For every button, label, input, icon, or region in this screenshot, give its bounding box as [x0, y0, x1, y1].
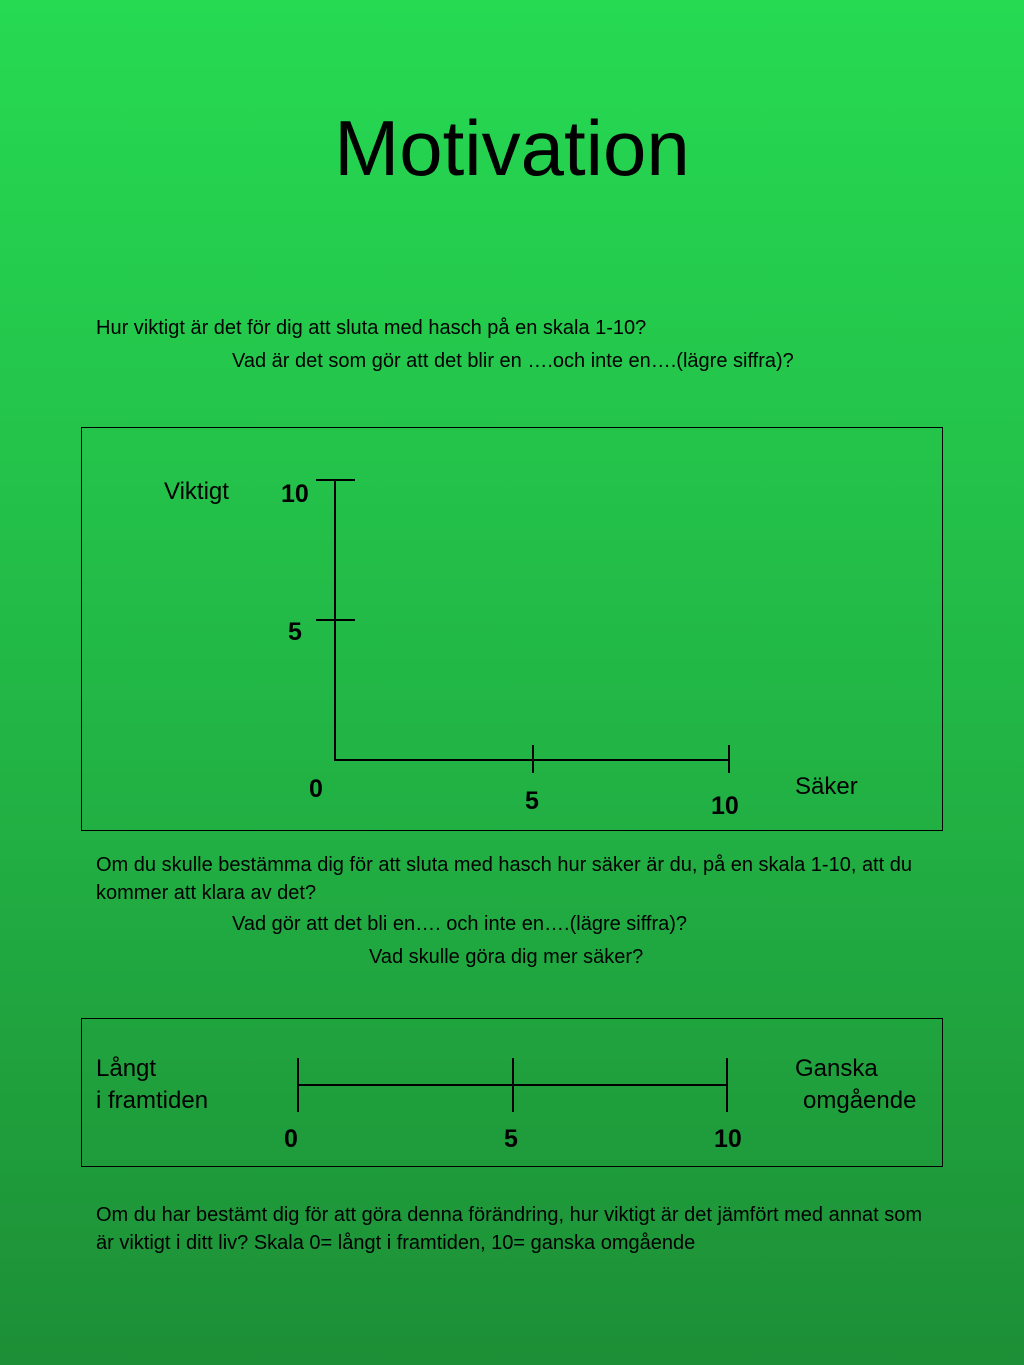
- question-importance-followup: Vad är det som gör att det blir en ….och inte en….(lägre siffra)?: [232, 350, 794, 372]
- y-tick-label-10: 10: [281, 480, 309, 508]
- scale-right-label-line2: omgående: [803, 1087, 917, 1114]
- y-tick-10: [316, 479, 355, 481]
- scale-tick-label-5: 5: [504, 1125, 518, 1153]
- x-tick-10: [728, 745, 730, 773]
- scale-tick-label-0: 0: [284, 1125, 298, 1153]
- scale-tick-label-10: 10: [714, 1125, 742, 1153]
- x-tick-5: [532, 745, 534, 773]
- x-tick-label-10: 10: [711, 792, 739, 820]
- question-confidence-followup-1: Vad gör att det bli en…. och inte en….(lägre siffra)?: [232, 913, 688, 935]
- page-title: Motivation: [334, 104, 690, 192]
- question-importance: Hur viktigt är det för dig att sluta med hasch på en skala 1-10?: [96, 317, 647, 339]
- scale-left-label-line2: i framtiden: [96, 1087, 209, 1114]
- question-confidence-followup-2: Vad skulle göra dig mer säker?: [369, 946, 644, 968]
- y-tick-5: [316, 619, 355, 621]
- x-axis-label: Säker: [795, 773, 858, 800]
- scale-tick-5: [512, 1058, 514, 1112]
- question-confidence: Om du skulle bestämma dig för att sluta med hasch hur säker är du, på en skala 1-10, att du kommer att klara av det?: [96, 854, 912, 904]
- scale-tick-0: [297, 1058, 299, 1112]
- scale-left-label-line1: Långt: [96, 1055, 157, 1082]
- scale-tick-10: [726, 1058, 728, 1112]
- x-tick-label-5: 5: [525, 787, 539, 815]
- y-axis-label: Viktigt: [164, 478, 229, 505]
- y-tick-label-5: 5: [288, 618, 302, 646]
- question-priority: Om du har bestämt dig för att göra denna förändring, hur viktigt är det jämfört med annat som är viktigt i ditt liv? Skala 0= långt i framtiden, 10= ganska omgående: [96, 1204, 922, 1254]
- origin-label: 0: [309, 775, 323, 803]
- scale-right-label-line1: Ganska: [795, 1055, 878, 1082]
